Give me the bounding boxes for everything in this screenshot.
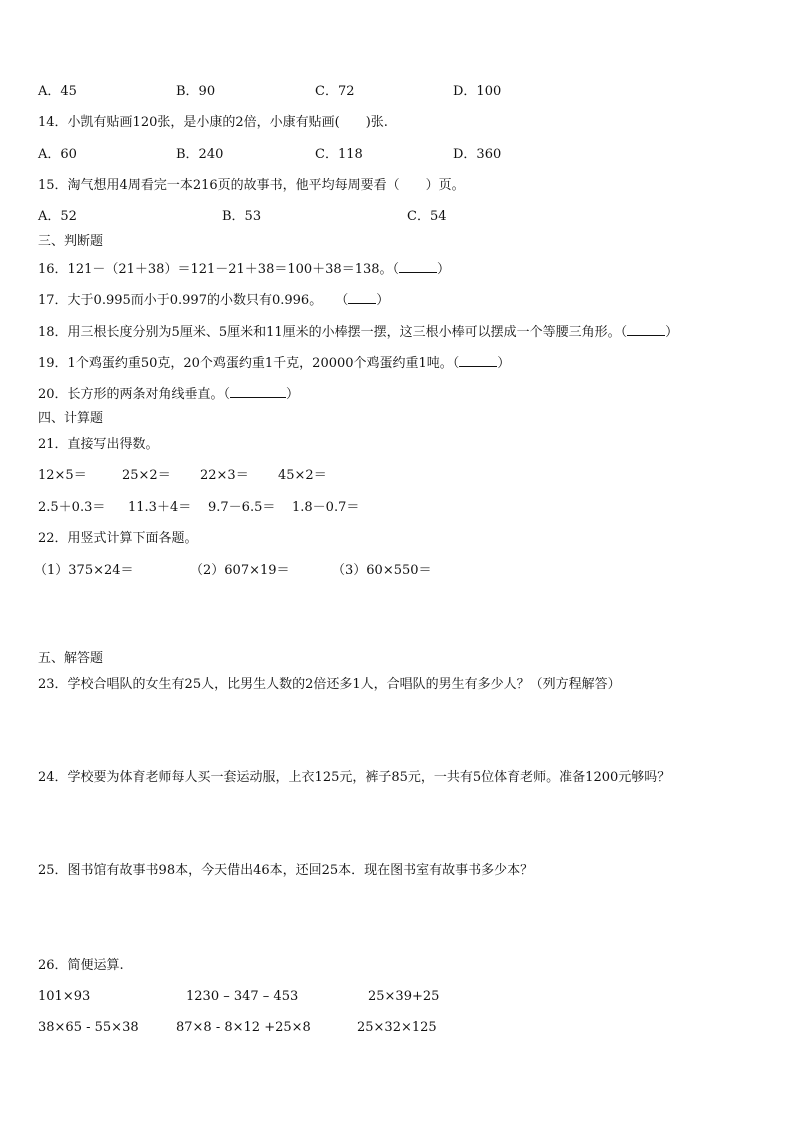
section-heading-judgement: 三、判断题 (38, 234, 104, 249)
q26-title: 26．简便运算. (38, 958, 124, 973)
q26-item: 38×65 - 55×38 (38, 1020, 139, 1035)
q26-item: 101×93 (38, 989, 91, 1004)
answer-blank[interactable] (399, 260, 437, 273)
q20-text: 20．长方形的两条对角线垂直。（ (38, 387, 231, 402)
q15-option-a: A．52 (38, 209, 77, 224)
q22-item: （3）60×550＝ (332, 563, 432, 578)
close-paren: ） (286, 387, 300, 402)
q14-option-c: C．118 (315, 147, 363, 162)
q14-option-a: A．60 (38, 147, 77, 162)
q18-text: 18．用三根长度分别为5厘米、5厘米和11厘米的小棒摆一摆，这三根小棒可以摆成一个等腰三角形。（ (38, 325, 628, 340)
q14-text: 14．小凯有贴画120张，是小康的2倍，小康有贴画( )张. (38, 115, 388, 130)
q15-option-c: C．54 (407, 209, 447, 224)
answer-blank[interactable] (627, 323, 665, 336)
q14-option-b: B．240 (176, 147, 224, 162)
close-paren: ） (497, 356, 511, 371)
q13-option-a: A．45 (38, 84, 77, 99)
section-heading-calculation: 四、计算题 (38, 411, 104, 426)
q26-item: 87×8 - 8×12 +25×8 (176, 1020, 311, 1035)
q22-title: 22．用竖式计算下面各题。 (38, 531, 198, 546)
q13-option-b: B．90 (176, 84, 216, 99)
q18-line (38, 323, 678, 341)
q21-item: 11.3＋4＝ (128, 500, 192, 515)
q19-text: 19．1个鸡蛋约重50克，20个鸡蛋约重1千克，20000个鸡蛋约重1吨。（ (38, 356, 460, 371)
q15-option-b: B．53 (222, 209, 262, 224)
q16-line (38, 260, 450, 278)
q14-option-d: D．360 (453, 147, 502, 162)
q21-item: 1.8－0.7＝ (292, 500, 360, 515)
q17-line (38, 291, 389, 309)
q21-item: 25×2＝ (122, 468, 171, 483)
answer-blank[interactable] (348, 291, 376, 304)
q13-option-d: D．100 (453, 84, 502, 99)
q13-option-c: C．72 (315, 84, 355, 99)
q26-item: 1230 – 347 – 453 (186, 989, 299, 1004)
q26-item: 25×39+25 (368, 989, 440, 1004)
q21-item: 2.5＋0.3＝ (38, 500, 106, 515)
q15-text: 15．淘气想用4周看完一本216页的故事书，他平均每周要看（ ）页。 (38, 178, 465, 193)
q22-item: （1）375×24＝ (34, 563, 134, 578)
answer-blank[interactable] (459, 354, 497, 367)
close-paren: ） (376, 293, 390, 308)
q21-item: 12×5＝ (38, 468, 87, 483)
q20-line (38, 385, 299, 403)
section-heading-word-problems: 五、解答题 (38, 651, 104, 666)
q21-title: 21．直接写出得数。 (38, 437, 159, 452)
answer-blank[interactable] (230, 385, 286, 398)
q25-text: 25．图书馆有故事书98本，今天借出46本，还回25本．现在图书室有故事书多少本？ (38, 863, 534, 878)
close-paren: ） (437, 262, 451, 277)
q19-line (38, 354, 510, 372)
q17-text: 17．大于0.995而小于0.997的小数只有0.996。 （ (38, 293, 349, 308)
q23-text: 23．学校合唱队的女生有25人，比男生人数的2倍还多1人，合唱队的男生有多少人？（列方程解答） (38, 677, 621, 692)
q21-item: 45×2＝ (278, 468, 327, 483)
q16-text: 16．121－（21＋38）＝121－21＋38＝100＋38＝138。（ (38, 262, 400, 277)
q24-text: 24．学校要为体育老师每人买一套运动服，上衣125元，裤子85元，一共有5位体育老师。准备1200元够吗？ (38, 770, 671, 785)
q21-item: 9.7－6.5＝ (208, 500, 276, 515)
q21-item: 22×3＝ (200, 468, 249, 483)
close-paren: ） (665, 325, 679, 340)
q22-item: （2）607×19＝ (190, 563, 290, 578)
q26-item: 25×32×125 (357, 1020, 437, 1035)
